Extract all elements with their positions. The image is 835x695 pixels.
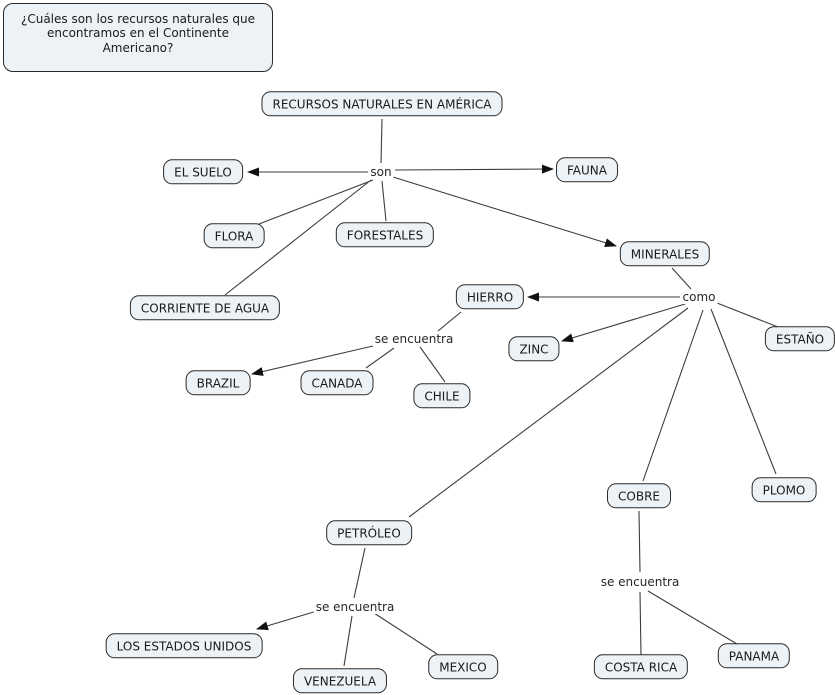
node-los-estados-unidos[interactable]: LOS ESTADOS UNIDOS bbox=[106, 633, 263, 658]
link-label-se-encuentra-cobre[interactable]: se encuentra bbox=[600, 575, 680, 589]
node-cobre[interactable]: COBRE bbox=[607, 483, 671, 508]
node-flora[interactable]: FLORA bbox=[204, 223, 265, 248]
node-costa-rica[interactable]: COSTA RICA bbox=[594, 654, 688, 679]
edge-son-flora bbox=[259, 180, 373, 224]
edge-son-forestales bbox=[382, 181, 386, 221]
node-minerales[interactable]: MINERALES bbox=[620, 241, 710, 266]
edge-se3-panama bbox=[648, 591, 737, 644]
edge-como-estano bbox=[717, 303, 778, 327]
edge-se2-venezuela bbox=[344, 616, 352, 666]
node-venezuela[interactable]: VENEZUELA bbox=[293, 668, 387, 693]
node-corriente-de-agua[interactable]: CORRIENTE DE AGUA bbox=[130, 295, 280, 320]
link-label-como[interactable]: como bbox=[682, 290, 716, 304]
node-el-suelo[interactable]: EL SUELO bbox=[163, 159, 243, 184]
node-fauna[interactable]: FAUNA bbox=[556, 157, 618, 182]
edge-cobre-se-encuentra bbox=[639, 511, 640, 572]
node-chile[interactable]: CHILE bbox=[413, 383, 470, 408]
node-petroleo[interactable]: PETRÓLEO bbox=[326, 520, 412, 545]
edge-se1-canada bbox=[366, 348, 394, 368]
edge-petroleo-se-encuentra bbox=[354, 548, 365, 598]
node-forestales[interactable]: FORESTALES bbox=[336, 222, 434, 247]
node-panama[interactable]: PANAMA bbox=[718, 643, 790, 668]
node-question[interactable]: ¿Cuáles son los recursos naturales que encontramos en el Continente Americano? bbox=[3, 3, 273, 72]
node-estano[interactable]: ESTAÑO bbox=[765, 326, 835, 351]
edge-se1-chile bbox=[420, 347, 445, 382]
edge-se3-costa-rica bbox=[640, 592, 641, 655]
edge-hierro-se-encuentra bbox=[438, 312, 461, 331]
edge-se2-mexico bbox=[374, 613, 437, 654]
edge-se2-estados-unidos bbox=[257, 611, 317, 629]
node-brazil[interactable]: BRAZIL bbox=[186, 370, 251, 395]
edge-como-zinc bbox=[562, 304, 685, 341]
node-plomo[interactable]: PLOMO bbox=[752, 477, 817, 502]
link-label-son[interactable]: son bbox=[370, 165, 392, 179]
node-recursos-naturales[interactable]: RECURSOS NATURALES EN AMÉRICA bbox=[261, 91, 502, 116]
link-label-se-encuentra-hierro[interactable]: se encuentra bbox=[374, 332, 454, 346]
node-hierro[interactable]: HIERRO bbox=[456, 284, 524, 309]
node-canada[interactable]: CANADA bbox=[300, 370, 373, 395]
edge-minerales-como bbox=[672, 268, 691, 289]
edge-recursos-son bbox=[381, 119, 382, 163]
node-mexico[interactable]: MEXICO bbox=[428, 654, 498, 679]
link-label-se-encuentra-petroleo[interactable]: se encuentra bbox=[315, 600, 395, 614]
edge-son-fauna bbox=[395, 169, 553, 170]
node-zinc[interactable]: ZINC bbox=[508, 336, 559, 361]
